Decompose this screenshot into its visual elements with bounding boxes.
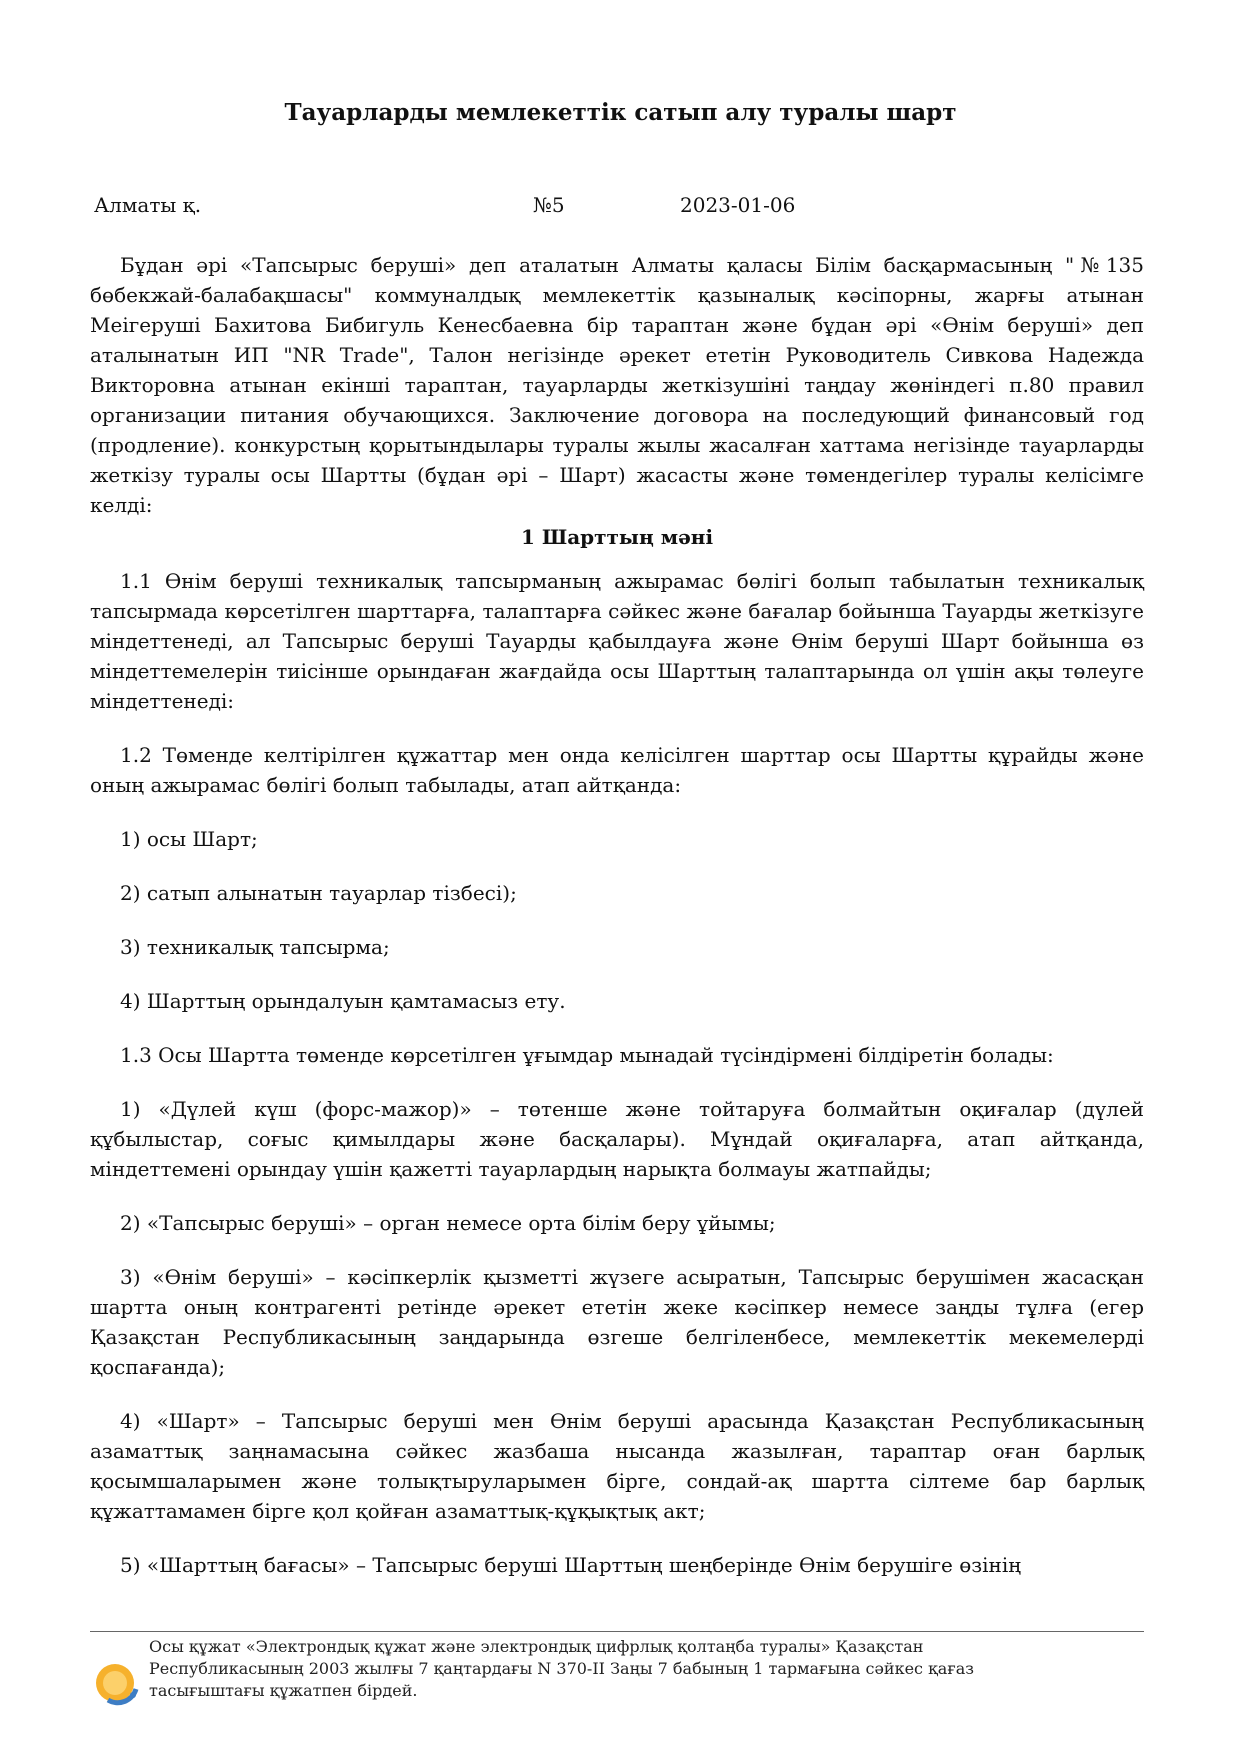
contract-date: 2023-01-06 (680, 193, 796, 217)
clause-1-2: 1.2 Төменде келтірілген құжаттар мен онда келісілген шарттар осы Шартты құрайды және оның ажырамас бөлігі болып табылады, атап айтқанда: (90, 743, 1144, 797)
definition-contract-price: 5) «Шарттың бағасы» – Тапсырыс беруші Шарттың шеңберінде Өнім берушіге өзінің (120, 1553, 1022, 1577)
intro-paragraph: Бұдан әрі «Тапсырыс беруші» деп аталатын Алматы қаласы Білім басқармасының "№135 бөбекжай-балабақшасы" коммуналдық мемлекеттік қазыналық кәсіпорны, жарғы атынан Меігеруші Бахитова Бибигуль Кенесбаевна бір тараптан және бұдан әрі «Өнім беруші» деп аталынатын ИП "NR Trade", Талон негізінде әрекет ететін Руководитель Сивкова Надежда Викторовна атынан екінші тараптан, тауарларды жеткізушіні таңдау жөніндегі п.80 правил организации питания обучающихся. Заключение договора на последующий финансовый год (продление). конкурстың қорытындылары туралы жылы жасалған хаттама негізінде тауарларды жеткізу туралы осы Шартты (бұдан әрі – Шарт) жасасты және төмендегілер туралы келісімге келді: (90, 253, 1144, 517)
egov-logo-icon (92, 1656, 146, 1710)
contract-number: №5 (533, 193, 565, 217)
document-body (90, 250, 1144, 1580)
list-item: 2) сатып алынатын тауарлар тізбесі); (120, 881, 517, 905)
contract-city: Алматы қ. (94, 193, 202, 217)
section-heading: 1 Шарттың мәні (520, 525, 714, 549)
footer-divider (90, 1631, 1144, 1632)
footer-legal-note: Осы құжат «Электрондық құжат және электрондық цифрлық қолтаңба туралы» Қазақстан Республикасының 2003 жылғы 7 қаңтардағы N 370-II Заңы 7 бабының 1 тармағына сәйкес қағаз тасығыштағы құжатпен бірдей. (149, 1637, 974, 1700)
clause-1-1: 1.1 Өнім беруші техникалық тапсырманың ажырамас бөлігі болып табылатын техникалық тапсырмада көрсетілген шарттарға, талаптарға сәйкес және бағалар бойынша Тауарды жеткізуге міндеттенеді, ал Тапсырыс беруші Тауарды қабылдауға және Өнім беруші Шарт бойынша өз міндеттемелерін тиісінше орындаған жағдайда осы Шарттың талаптарында ол үшін ақы төлеуге міндеттенеді: (90, 569, 1144, 713)
definition-supplier: 3) «Өнім беруші» – кәсіпкерлік қызметті жүзеге асыратын, Тапсырыс берушімен жасасқан шартта оның контрагенті ретінде әрекет ететін жеке кәсіпкер немесе заңды тұлға (егер Қазақстан Республикасының заңдарында өзгеше белгіленбесе, мемлекеттік мекемелерді қоспағанда); (90, 1265, 1144, 1379)
definition-customer: 2) «Тапсырыс беруші» – орган немесе орта білім беру ұйымы; (120, 1211, 776, 1235)
list-item: 1) осы Шарт; (120, 827, 258, 851)
clause-1-3: 1.3 Осы Шартта төменде көрсетілген ұғымдар мынадай түсіндірмені білдіретін болады: (120, 1043, 1054, 1067)
document-title: Тауарларды мемлекеттік сатып алу туралы шарт (284, 99, 957, 126)
definition-force-majeure: 1) «Дүлей күш (форс-мажор)» – төтенше және тойтаруға болмайтын оқиғалар (дүлей құбылыстар, соғыс қимылдары және басқалары). Мұндай оқиғаларға, атап айтқанда, міндеттемені орындау үшін қажетті тауарлардың нарықта болмауы жатпайды; (90, 1097, 1144, 1181)
list-item: 3) техникалық тапсырма; (120, 935, 390, 959)
list-item: 4) Шарттың орындалуын қамтамасыз ету. (120, 989, 566, 1013)
definition-contract: 4) «Шарт» – Тапсырыс беруші мен Өнім беруші арасында Қазақстан Республикасының азаматтық заңнамасына сәйкес жазбаша нысанда жазылған, тараптар оған барлық қосымшаларымен және толықтыруларымен бірге, сондай-ақ шартта сілтеме бар барлық құжаттамамен бірге қол қойған азаматтық-құқықтық акт; (90, 1409, 1144, 1523)
